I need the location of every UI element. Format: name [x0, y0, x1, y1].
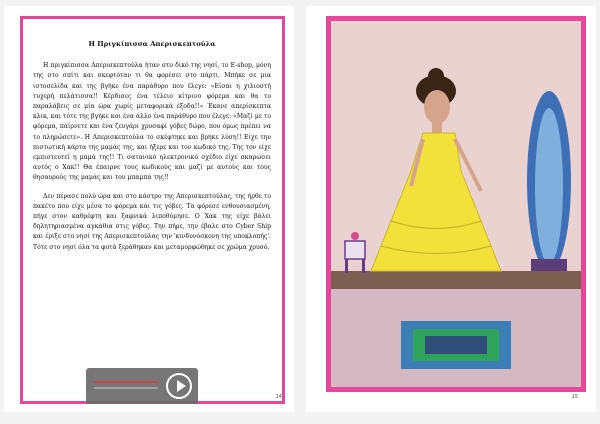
left-page — [4, 6, 294, 412]
audio-player[interactable] — [86, 368, 198, 404]
play-icon[interactable] — [166, 373, 192, 399]
page-number: 14 — [275, 394, 282, 400]
audio-volume-bar[interactable] — [94, 387, 158, 389]
left-page-border — [20, 16, 285, 404]
audio-progress-bar[interactable] — [94, 381, 158, 383]
page-number: 15 — [571, 394, 578, 400]
drawing-floor-edge — [331, 271, 581, 289]
story-title: Η Πριγκίπισσα Απερισκεπτούλα — [88, 40, 216, 48]
right-page — [306, 6, 596, 412]
story-paragraph: Η πριγκίπισσα Απερισκεπτούλα ήταν στο δικό της νησί, το E-shop, μόνη της στο σπίτι και σκεφτόταν τι θα φορέσει στο πάρτι. Μπήκε σε μια ιστοσελίδα και της βγήκε ένα παράθυρο που έλεγε: «Είσαι η χιλιοστή τυχερή πελάτισσα!! Κέρδισες ένα τέλειο κίτρινο φόρεμα και θα το παραλάβεις σε μία ώρα χωρίς μεταφορικά έξοδα!!» Έκανε απερίσκεπτα κλικ, και τότε της βγήκε και ένα άλλο ένα παράθυρο που έλεγε: «Μαζί με το φόρεμα, παίρνετε και ένα ζευγάρι χρυσαφί γόβες δώρο, που όμως πρέπει να το πληρώσετε». Η Απερισκεπτούλα το σκέφτηκε και βρήκε λύση!! Είχε την πιστωτική κάρτα της μαμάς της, και ήξερε και τον κωδικό της. Της τον είχε εμπιστευτεί η μαμά της!! Τι σατανικό ηλεκτρονικό σχέδιο είχε σκαρώσει αυτός ο Χακ!! Θα έπαιρνε τους κωδικούς και μαζί με αυτούς και τους θησαυρούς της μαμάς και του μπαμπά της!! — [33, 62, 271, 182]
story-text — [33, 39, 271, 261]
illustration-princess-drawing — [331, 21, 581, 387]
drawing-princess-face — [424, 90, 450, 124]
drawing-gift-box — [345, 241, 365, 259]
story-paragraph: Δεν πέρασε πολύ ώρα και στο κάστρο της Απερισκεπτούλας, της ήρθε το πακέτο που είχε μέσα το φόρεμα και τις γόβες. Τα φόρεσε ενθουσιασμένη, πήγε στον καθρέφτη και ξαφνικά λιποθύμησε. Ο Χακ της είχε βάλει δηλητηριασμένα αγκάθια στις γόβες. Την πήρε, την έβαλε στο Cyber Ship και έριξε στο νησί της Απερισκεπτούλας την 'κινδυνόσκονη της υποκλοπής'. Τότε στο νησί όλα τα φυτά ξεράθηκαν και μεταμορφώθηκε σε χρώμα χρυσό. — [33, 192, 271, 251]
